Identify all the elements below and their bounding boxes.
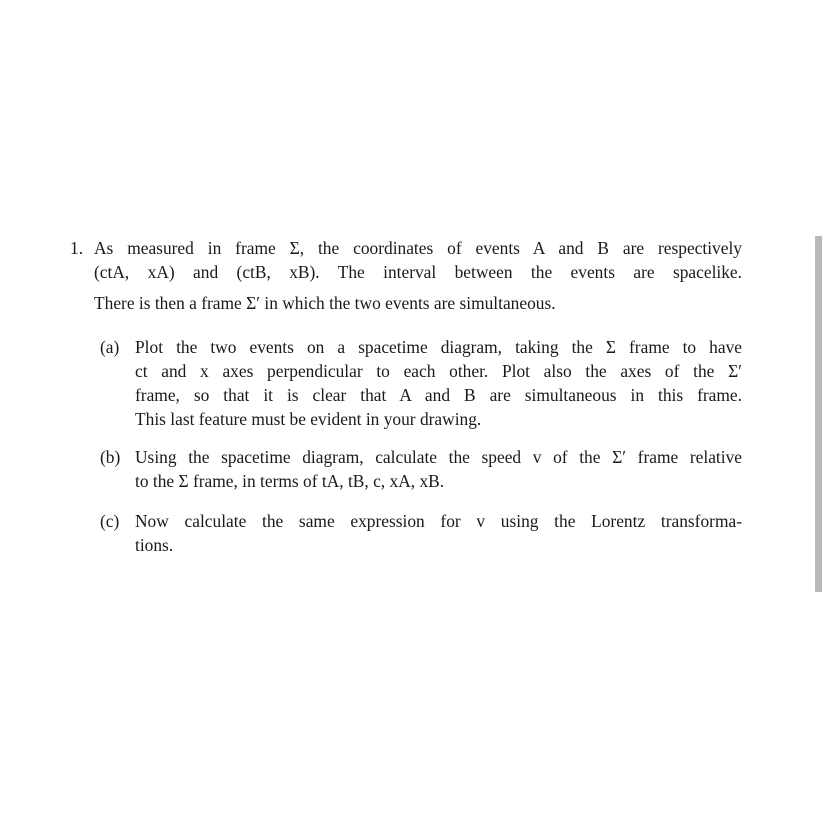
part-a-line-4: This last feature must be evident in your drawing.: [135, 409, 482, 429]
intro-line-2: (ctA, xA) and (ctB, xB). The interval between the events are spacelike.: [94, 262, 742, 282]
vertical-scrollbar[interactable]: [815, 236, 822, 592]
part-a-line-1: Plot the two events on a spacetime diagram, taking the Σ frame to have: [135, 337, 742, 357]
problem-document: [70, 236, 742, 557]
intro-line-3: There is then a frame Σ′ in which the two events are simultaneous.: [94, 293, 556, 313]
part-a-line-2: ct and x axes perpendicular to each other. Plot also the axes of the Σ′: [135, 361, 742, 381]
part-a: [100, 335, 742, 431]
part-c: [100, 509, 742, 557]
problem-number: 1.: [70, 238, 84, 258]
part-c-line-1: Now calculate the same expression for v using the Lorentz transforma-: [135, 511, 742, 531]
part-a-line-3: frame, so that it is clear that A and B are simultaneous in this frame.: [135, 385, 742, 405]
part-c-line-2: tions.: [135, 535, 174, 555]
part-b-label: (b): [100, 447, 121, 467]
part-b: [100, 445, 742, 493]
intro-line-1: [70, 236, 742, 260]
part-b-line-2: to the Σ frame, in terms of tA, tB, c, xA, xB.: [135, 471, 445, 491]
part-a-label: (a): [100, 337, 120, 357]
intro-line-1-text: As measured in frame Σ, the coordinates of events A and B are respectively: [94, 238, 742, 258]
part-c-label: (c): [100, 511, 120, 531]
part-b-line-1: Using the spacetime diagram, calculate the speed v of the Σ′ frame relative: [135, 447, 742, 467]
